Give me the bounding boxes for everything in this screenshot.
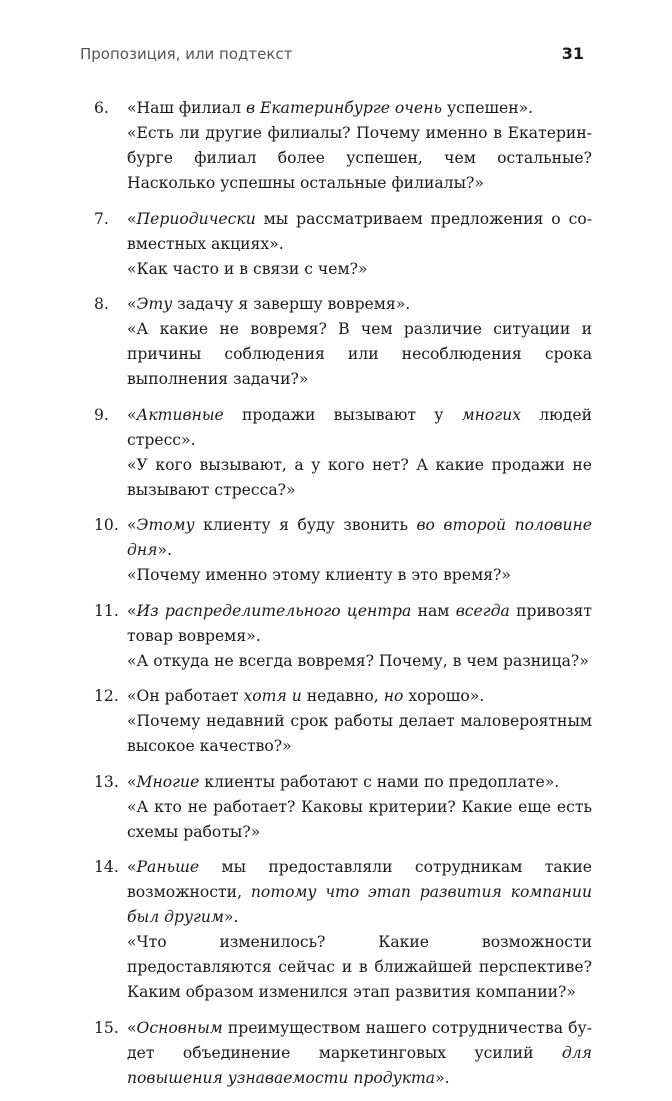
emphasized-text: Из распределительного центра [136, 601, 412, 620]
statement-text: мы предоставляли сотрудникам такие возможности, [127, 858, 592, 901]
list-item [94, 599, 592, 674]
item-number: 9. [94, 405, 109, 424]
list-item [94, 96, 592, 196]
list-item [94, 207, 592, 282]
item-body [127, 403, 592, 503]
statement-text: продажи вызывают у [223, 405, 462, 424]
item-statement [127, 1016, 592, 1091]
statement-text: ». [157, 541, 172, 559]
item-body [127, 292, 592, 392]
item-question: «Есть ли другие филиалы? Почему именно в Екатеринбурге филиал более успешен, чем остальные? Насколько успешны остальные филиалы?» [127, 124, 592, 192]
statement-text: « [127, 601, 137, 620]
item-number: 8. [94, 295, 109, 313]
list-item [94, 770, 592, 845]
item-question: «Что изменилось? Какие возможности предоставляются сейчас и в ближайшей перспективе? Каким образом изменился этап развития компании?» [127, 933, 592, 1001]
item-statement [127, 292, 592, 317]
statement-text: успешен». [441, 99, 534, 117]
statement-text: « [127, 516, 137, 534]
item-body [127, 1016, 592, 1091]
statement-text: привозят товар вовремя». [127, 601, 592, 645]
statement-text: нам [411, 601, 456, 620]
example-list [94, 96, 592, 1101]
statement-text: клиенты работают с нами по предоплате». [199, 772, 560, 791]
item-question: «Почему именно этому клиенту в это время?» [127, 566, 511, 584]
statement-text: задачу я завершу вовремя». [172, 295, 411, 313]
emphasized-text: Многие [136, 772, 200, 791]
emphasized-text: Этому [136, 516, 195, 534]
item-number: 10. [94, 516, 119, 534]
list-item [94, 292, 592, 392]
statement-text: клиенту я буду звонить [194, 516, 417, 534]
statement-text: « [127, 858, 137, 876]
item-number: 14. [94, 858, 119, 876]
running-title: Пропозиция, или подтекст [80, 45, 293, 63]
item-body [127, 513, 592, 588]
emphasized-text: Основным [136, 1018, 223, 1037]
item-number: 13. [94, 772, 119, 791]
statement-text: людей стресс». [127, 405, 592, 449]
item-statement [127, 599, 592, 649]
item-body [127, 599, 592, 674]
statement-text: ». [223, 908, 239, 926]
running-head [80, 44, 584, 68]
emphasized-text: Эту [136, 295, 173, 313]
statement-text: преимуществом нашего сотрудничества будет объединение маркетинговых усилий [127, 1018, 592, 1062]
emphasized-text: но [383, 687, 404, 705]
emphasized-text: многих [461, 405, 522, 424]
emphasized-text: во второй половине дня [127, 516, 592, 559]
statement-text: « [127, 405, 137, 424]
item-number: 7. [94, 209, 109, 228]
item-body [127, 770, 592, 845]
statement-text: «Он работает [127, 687, 244, 705]
item-body [127, 96, 592, 196]
item-question: «А какие не вовремя? В чем различие ситуации и причины соблюдения или несоблюдения срока выполнения задачи?» [127, 320, 592, 388]
emphasized-text: потому что этап развития компании был другим [127, 883, 593, 926]
list-item [94, 1016, 592, 1091]
item-statement [127, 513, 592, 563]
statement-text: « [127, 772, 137, 791]
item-question: «У кого вызывают, а у кого нет? А какие продажи не вызывают стресса?» [127, 455, 592, 499]
item-body [127, 684, 592, 759]
item-number: 15. [94, 1018, 119, 1037]
page-number: 31 [561, 44, 584, 63]
list-item [94, 403, 592, 503]
item-number: 11. [94, 601, 119, 620]
item-question: «Почему недавний срок работы делает маловероятным высокое качество?» [127, 712, 592, 755]
emphasized-text: Активные [136, 405, 224, 424]
emphasized-text: для повышения узнаваемости продукта [127, 1043, 592, 1087]
list-item [94, 684, 592, 759]
emphasized-text: в Екатеринбурге очень [245, 99, 442, 117]
emphasized-text: всегда [455, 601, 510, 620]
list-item [94, 855, 592, 1005]
emphasized-text: Периодически [136, 209, 256, 228]
item-question: «Как часто и в связи с чем?» [127, 259, 368, 278]
item-statement [127, 403, 592, 453]
item-statement [127, 207, 592, 257]
statement-text: мы рассматриваем предложения о совместных акциях». [127, 209, 592, 253]
item-body [127, 855, 592, 1005]
emphasized-text: Раньше [136, 858, 200, 876]
item-number: 12. [94, 687, 119, 705]
item-statement [127, 770, 592, 795]
statement-text: «Наш филиал [127, 99, 246, 117]
statement-text: ». [435, 1068, 450, 1087]
item-statement [127, 684, 592, 709]
statement-text: недавно, [301, 687, 384, 705]
statement-text: « [127, 295, 137, 313]
item-question: «А кто не работает? Каковы критерии? Какие еще есть схемы работы?» [127, 797, 592, 841]
item-statement [127, 855, 592, 930]
statement-text: « [127, 209, 137, 228]
item-question: «А откуда не всегда вовремя? Почему, в чем разница?» [127, 651, 589, 670]
list-item [94, 513, 592, 588]
item-statement [127, 96, 592, 121]
item-body [127, 207, 592, 282]
emphasized-text: хотя и [243, 687, 302, 705]
item-number: 6. [94, 99, 109, 117]
statement-text: « [127, 1018, 137, 1037]
statement-text: хорошо». [403, 687, 485, 705]
